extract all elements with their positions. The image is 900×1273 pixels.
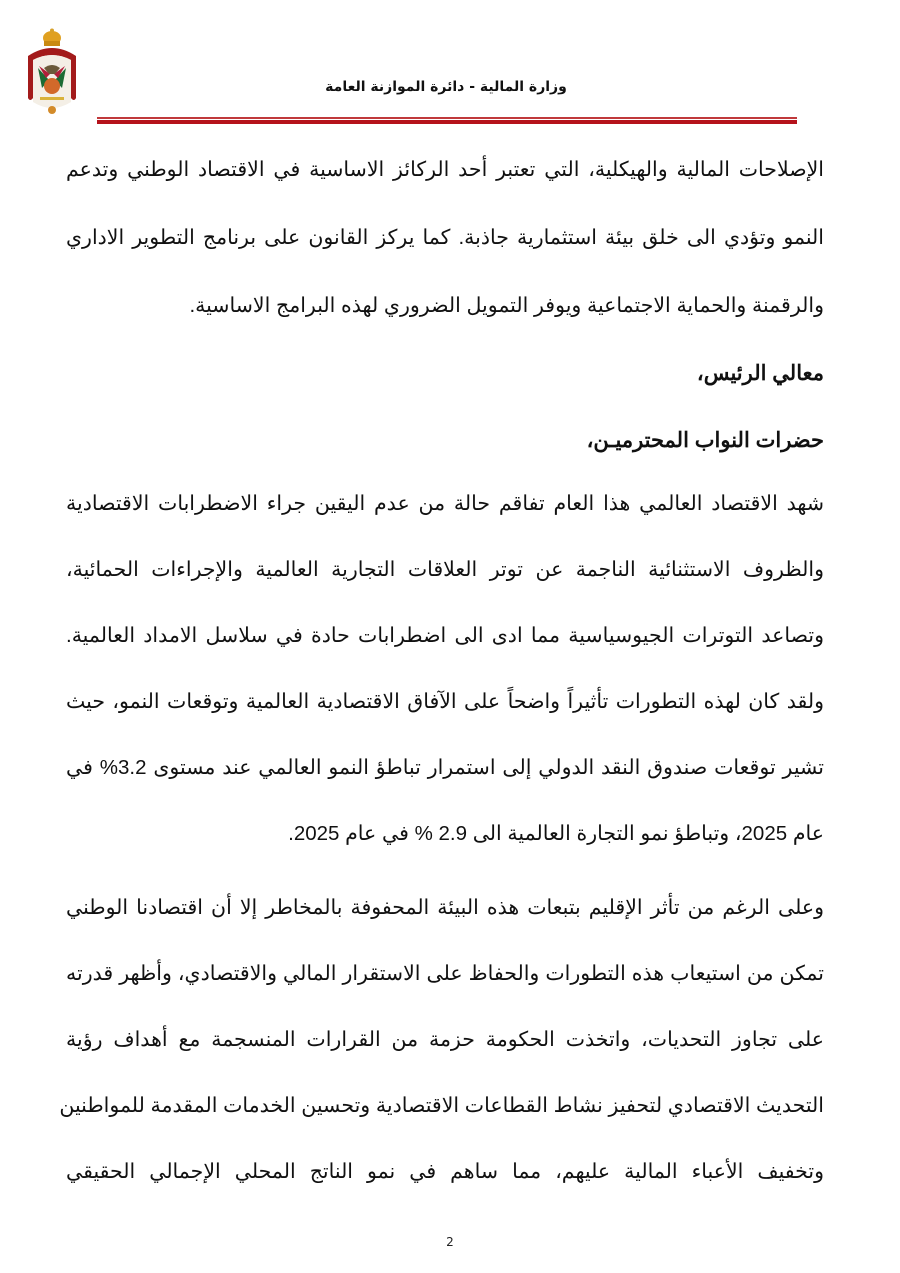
- text-line: النمو وتؤدي الى خلق بيئة استثمارية جاذبة. كما يركز القانون على برنامج التطوير الاداري: [66, 226, 824, 249]
- text-line: وعلى الرغم من تأثر الإقليم بتبعات هذه البيئة المحفوفة بالمخاطر إلا أن اقتصادنا الوطني: [66, 896, 824, 919]
- text-line: الإصلاحات المالية والهيكلية، التي تعتبر أحد الركائز الاساسية في الاقتصاد الوطني وتدعم: [66, 158, 824, 181]
- salutation-deputies: حضرات النواب المحترميـن،: [586, 429, 824, 452]
- text-line: عام 2025، وتباطؤ نمو التجارة العالمية الى 2.9 % في عام 2025.: [288, 822, 824, 845]
- header-rule-thin: [97, 117, 797, 119]
- ministry-department-title: وزارة المالية - دائرة الموازنة العامة: [325, 79, 567, 95]
- header-rule-thick: [97, 120, 797, 124]
- text-line: وتخفيف الأعباء المالية عليهم، مما ساهم في نمو الناتج المحلي الإجمالي الحقيقي: [66, 1160, 824, 1183]
- text-line: ولقد كان لهذه التطورات تأثيراً واضحاً على الآفاق الاقتصادية العالمية وتوقعات النمو، حيث: [66, 690, 824, 713]
- salutation-president: معالي الرئيس،: [696, 362, 824, 385]
- crown-base: [44, 41, 60, 46]
- text-line: التحديث الاقتصادي لتحفيز نشاط القطاعات الاقتصادية وتحسين الخدمات المقدمة للمواطنين: [59, 1094, 824, 1117]
- arms-base: [40, 97, 64, 100]
- document-body: [59, 158, 824, 1183]
- text-line: والظروف الاستثنائية الناجمة عن توتر العلاقات التجارية العالمية والإجراءات الحمائية،: [66, 558, 824, 581]
- medal-shape: [48, 106, 56, 114]
- text-line: على تجاوز التحديات، واتخذت الحكومة حزمة من القرارات المنسجمة مع أهداف رؤية: [66, 1028, 824, 1051]
- header-title: [0, 79, 900, 95]
- text-line: تشير توقعات صندوق النقد الدولي إلى استمرار تباطؤ النمو العالمي عند مستوى 3.2% في: [66, 756, 824, 779]
- paragraph-national-economy: [59, 896, 824, 1183]
- text-line: وتصاعد التوترات الجيوسياسية مما ادى الى اضطرابات حادة في سلاسل الامداد العالمية.: [66, 624, 824, 647]
- paragraph-reforms: [66, 160, 824, 316]
- paragraph-global-economy: [66, 494, 824, 844]
- text-line: والرقمنة والحماية الاجتماعية ويوفر التمويل الضروري لهذه البرامج الاساسية.: [189, 294, 824, 317]
- text-line: شهد الاقتصاد العالمي هذا العام تفاقم حالة من عدم اليقين جراء الاضطرابات الاقتصادية: [66, 492, 824, 515]
- crown-cross: [50, 29, 54, 33]
- text-line: تمكن من استيعاب هذه التطورات والحفاظ على الاستقرار المالي والاقتصادي، وأظهر قدرته: [66, 962, 824, 985]
- coat-of-arms-icon: [22, 28, 82, 122]
- page-number: 2: [446, 1235, 454, 1249]
